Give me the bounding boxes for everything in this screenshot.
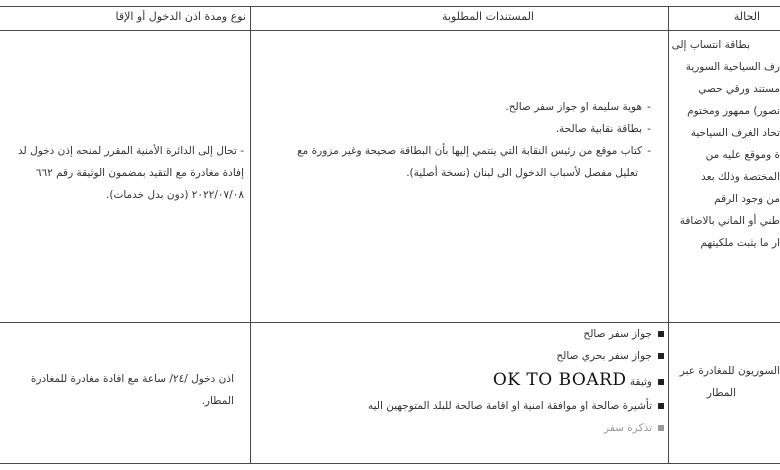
row1-entry-cell xyxy=(0,140,244,206)
header-divider xyxy=(0,30,780,31)
row1-case-line: بطاقة انتساب إلى xyxy=(672,39,750,51)
row2-entry-line: المطار. xyxy=(201,395,234,407)
header-required-documents: المستندات المطلوبة xyxy=(442,10,534,23)
row2-case-line: السوريون للمغادرة عبر xyxy=(679,365,780,377)
row1-case-line: نصور) ممهور ومختوم xyxy=(687,105,780,117)
header-case: الحالة xyxy=(733,10,760,23)
row1-entry-line: - تحال إلى الدائرة الأمنية المقرر لمنحه إذن دخول لد xyxy=(18,145,244,157)
ok-to-board-text: OK TO BOARD xyxy=(492,370,627,390)
row2-entry-cell xyxy=(0,368,234,412)
row2-case-line: المطار xyxy=(706,387,736,399)
list-item: -كتاب موقع من رئيس النقابة التي ينتمي إليها بأن البطاقة صحيحة وغير مزورة مع xyxy=(297,145,651,157)
square-bullet-icon xyxy=(658,331,664,337)
list-item: تذكرة سفر xyxy=(256,417,664,439)
list-item: جواز سفر بحري صالح xyxy=(256,345,664,367)
table-bottom-border xyxy=(0,463,780,464)
row1-case-line: طني أو الماني بالاضافة xyxy=(679,215,780,227)
row1-case-line: ة وموقع عليه من xyxy=(705,149,780,161)
row1-documents-list xyxy=(256,96,656,184)
row1-documents-cell xyxy=(256,96,656,184)
row2-documents-list xyxy=(256,323,664,439)
row2-case-cell xyxy=(672,360,780,404)
list-item: -هوية سليمة او جواز سفر صالح. xyxy=(505,101,651,113)
list-item: -بطاقة نقابية صالحة. xyxy=(555,123,651,135)
row2-entry-line: اذن دخول /٢٤/ ساعة مع افادة مغادرة للمغادرة xyxy=(30,373,234,385)
column-divider-left xyxy=(250,6,251,464)
list-item: وثيقة OK TO BOARD xyxy=(256,367,664,395)
column-divider-right xyxy=(668,6,669,464)
list-item: تعليل مفصل لأسباب الدخول الى لبنان (نسخة أصلية). xyxy=(406,167,638,179)
row1-case-line: تحاد الغرف السياحية xyxy=(690,127,780,139)
row2-documents-cell xyxy=(256,323,664,439)
square-bullet-icon xyxy=(658,353,664,359)
list-item: جواز سفر صالح xyxy=(256,323,664,345)
square-bullet-icon xyxy=(658,425,664,431)
list-item: تأشيرة صالحة او موافقة امنية او اقامة صالحة للبلد المتوجهين اليه xyxy=(256,395,664,417)
row1-case-line: مستند ورقي حصي xyxy=(698,83,780,95)
row1-case-line: ار ما يثبت ملكيتهم xyxy=(700,237,780,249)
row1-entry-line: ٢٠٢٢/٠٧/٠٨ (دون بدل خدمات). xyxy=(106,189,244,201)
square-bullet-icon xyxy=(658,403,664,409)
row1-case-line: المختصة وذلك بعد xyxy=(701,171,780,183)
header-entry-type: نوع ومدة اذن الدخول أو الإقا xyxy=(115,10,246,23)
row1-case-line: من وجود الرقم xyxy=(714,193,780,205)
row1-case-cell xyxy=(672,34,780,320)
row1-entry-line: إفادة مغادرة مع التقيد بمضمون الوثيقة رقم ٦٦٢ xyxy=(35,167,244,179)
row1-case-line: رف السياحية السورية xyxy=(685,61,780,73)
square-bullet-icon xyxy=(658,379,664,385)
table-top-border xyxy=(0,6,780,7)
